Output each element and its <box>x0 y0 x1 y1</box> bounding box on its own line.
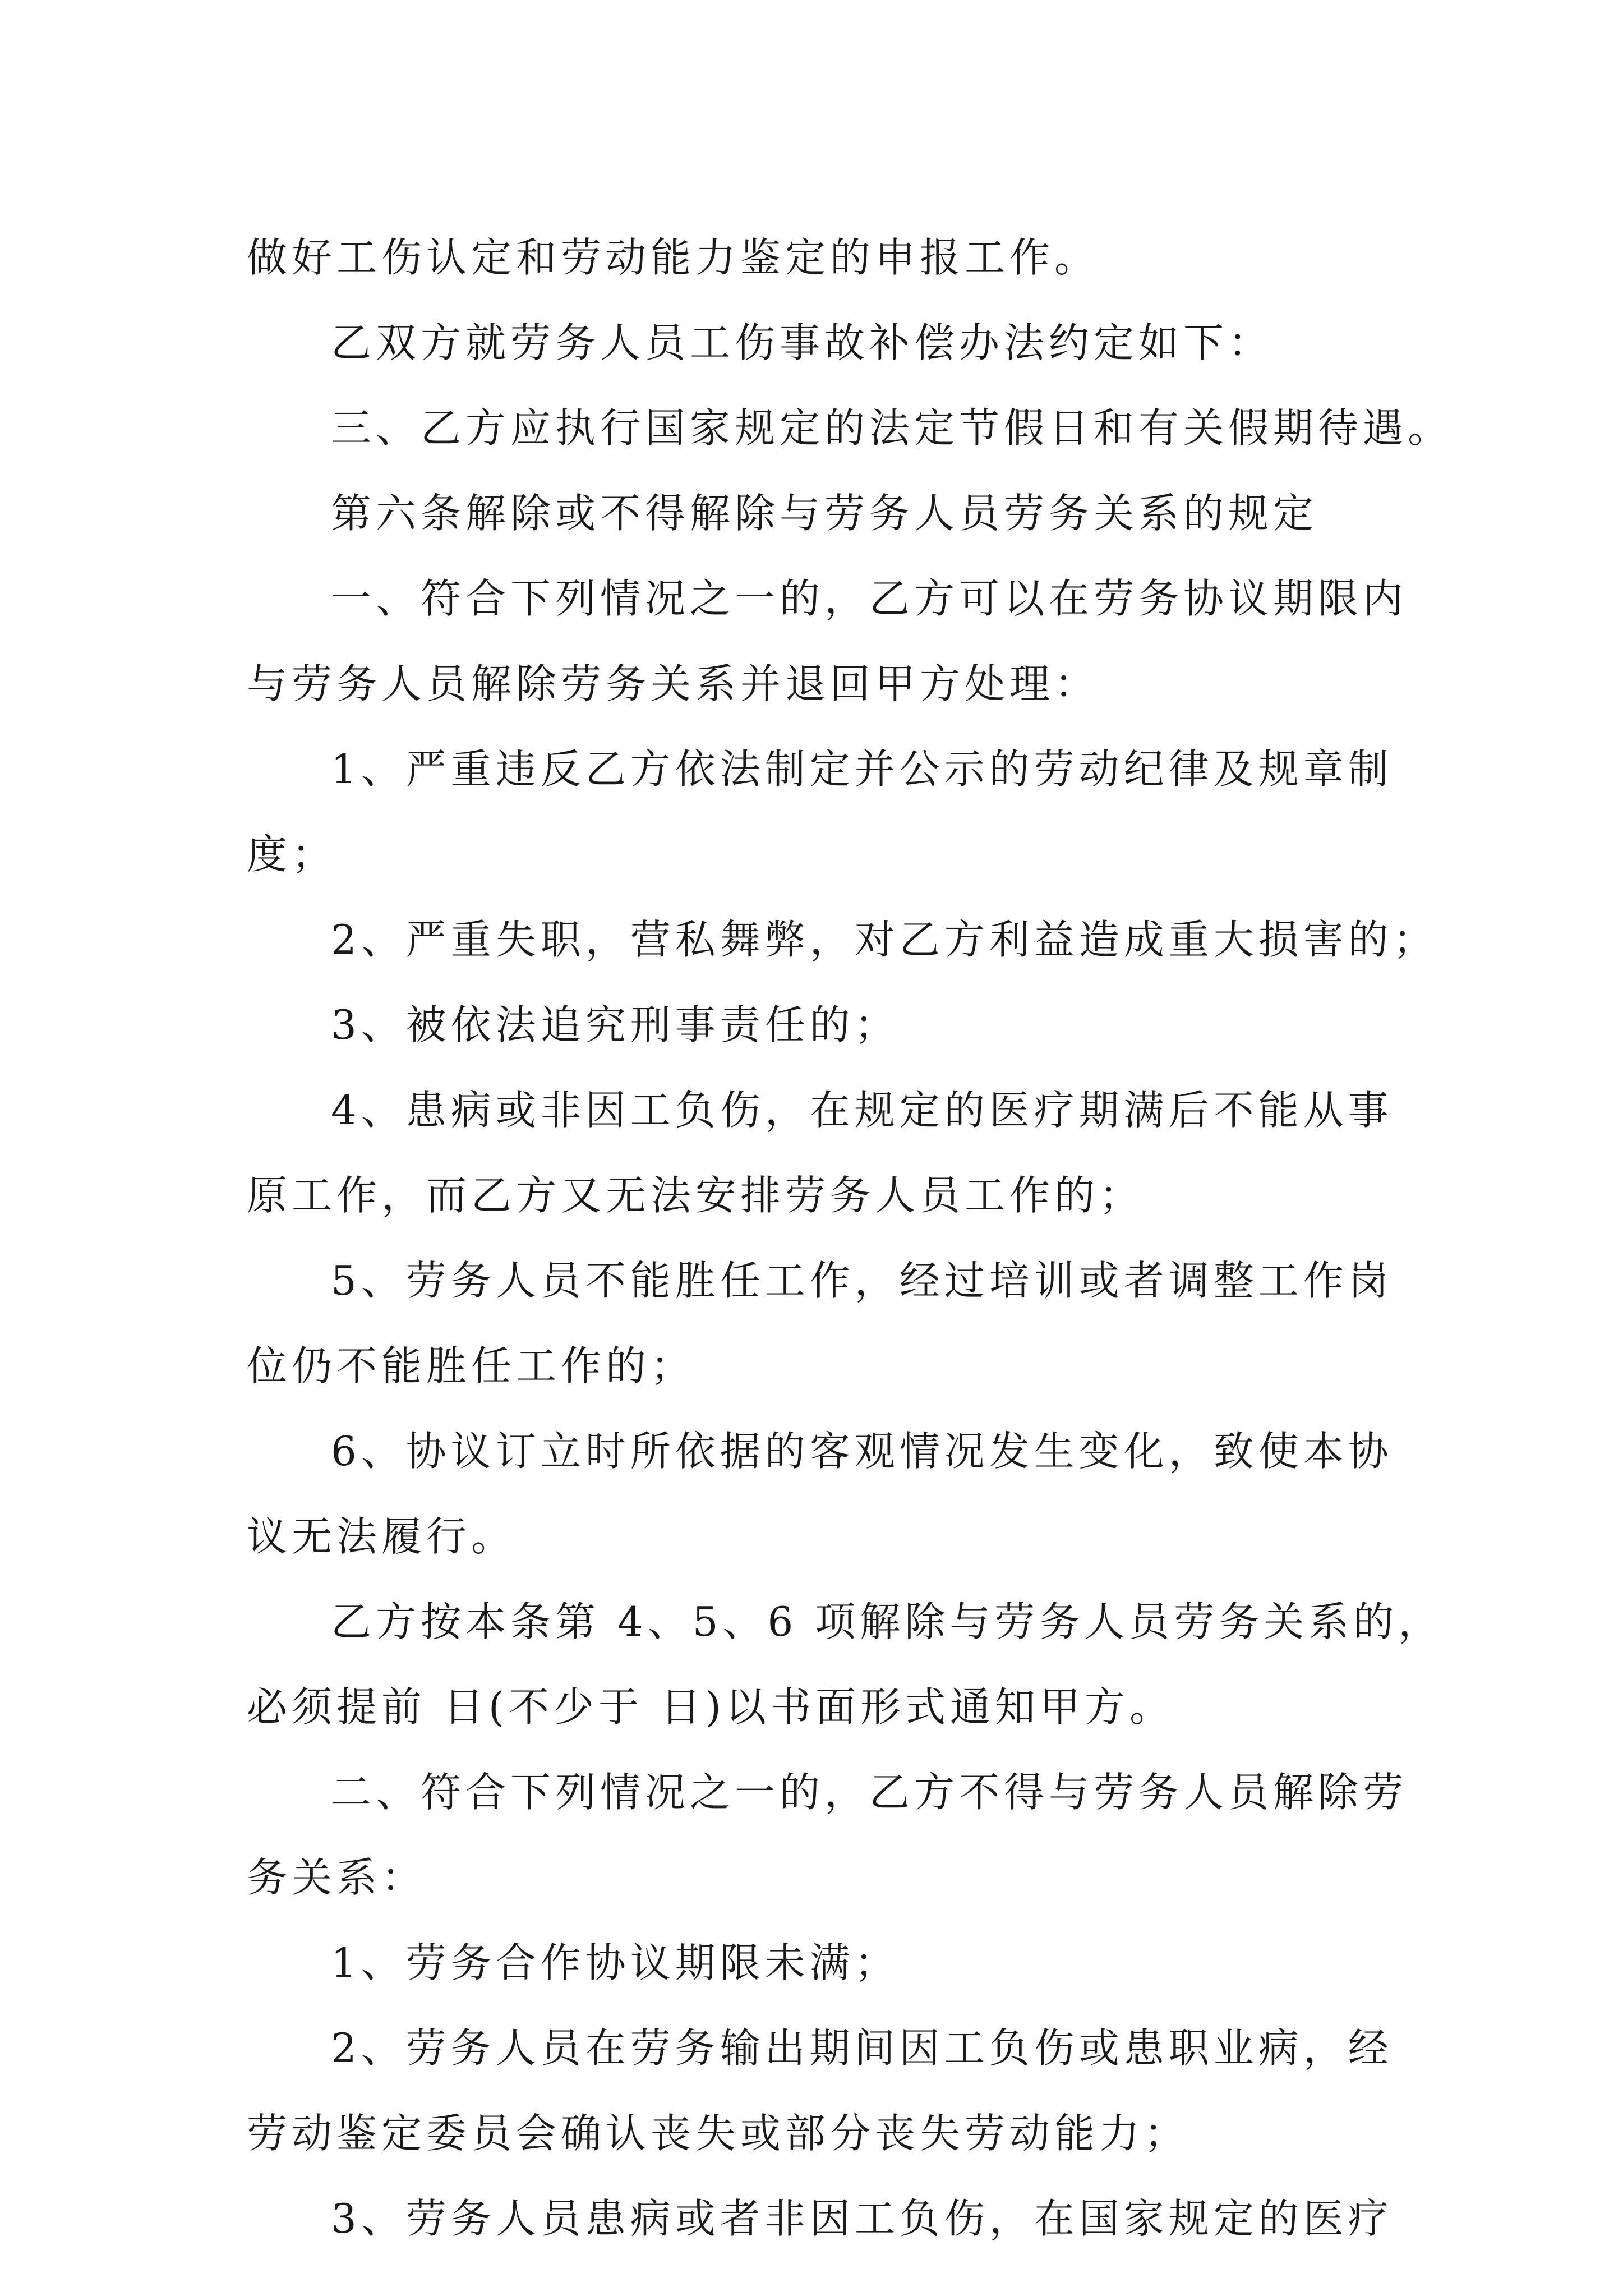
text-line: 做好工伤认定和劳动能力鉴定的申报工作。 <box>247 234 1100 281</box>
text-line: 5、劳务人员不能胜任工作，经过培训或者调整工作岗 <box>331 1257 1393 1304</box>
text-line: 2、严重失职，营私舞弊，对乙方利益造成重大损害的； <box>331 916 1438 963</box>
text-line: 二、符合下列情况之一的，乙方不得与劳务人员解除劳 <box>331 1769 1408 1816</box>
text-line: 务关系： <box>247 1854 427 1901</box>
text-line: 乙方按本条第 4、5、6 项解除与劳务人员劳务关系的， <box>331 1598 1444 1645</box>
text-line: 乙双方就劳务人员工伤事故补偿办法约定如下： <box>331 319 1274 366</box>
text-line: 一、符合下列情况之一的，乙方可以在劳务协议期限内 <box>331 575 1408 622</box>
text-line: 必须提前 日(不少于 日)以书面形式通知甲方。 <box>247 1683 1174 1731</box>
text-line: 第六条解除或不得解除与劳务人员劳务关系的规定 <box>331 490 1318 537</box>
text-line: 4、患病或非因工负伤，在规定的医疗期满后不能从事 <box>331 1087 1393 1134</box>
text-line: 议无法履行。 <box>247 1513 517 1560</box>
text-line: 3、劳务人员患病或者非因工负伤，在国家规定的医疗 <box>331 2195 1393 2242</box>
text-line: 2、劳务人员在劳务输出期间因工负伤或患职业病，经 <box>331 2024 1393 2072</box>
text-line: 劳动鉴定委员会确认丧失或部分丧失劳动能力； <box>247 2110 1189 2157</box>
text-line: 位仍不能胜任工作的； <box>247 1342 696 1389</box>
text-line: 6、协议订立时所依据的客观情况发生变化，致使本协 <box>331 1428 1393 1475</box>
text-line: 3、被依法追究刑事责任的； <box>331 1001 900 1048</box>
text-line: 1、严重违反乙方依法制定并公示的劳动纪律及规章制 <box>331 746 1393 793</box>
text-line: 与劳务人员解除劳务关系并退回甲方处理： <box>247 660 1100 707</box>
text-line: 原工作，而乙方又无法安排劳务人员工作的； <box>247 1172 1145 1219</box>
text-line: 1、劳务合作协议期限未满； <box>331 1939 900 1986</box>
text-line: 度； <box>247 831 337 878</box>
text-line: 三、乙方应执行国家规定的法定节假日和有关假期待遇。 <box>331 404 1453 452</box>
document-body <box>247 215 1453 2261</box>
